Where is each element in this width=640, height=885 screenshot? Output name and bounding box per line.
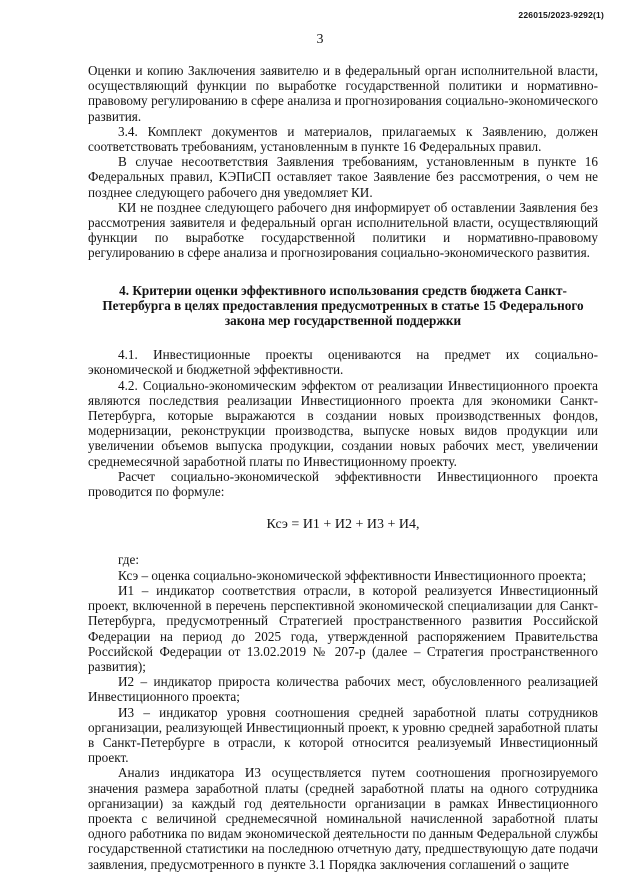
- paragraph-4-2: 4.2. Социально-экономическим эффектом от реализации Инвестиционного проекта являются последствия реализации Инвестиционного проекта для экономики Санкт-Петербурга, которые выражаются в создании новых производственных фондов, модернизации, реконструкции производства, выпуске новых видов продукции или увеличении объемов выпуска продукции, создании новых рабочих мест, увеличении среднемесячной заработной платы по Инвестиционному проекту.: [88, 377, 598, 469]
- paragraph-continuation: Оценки и копию Заключения заявителю и в федеральный орган исполнительной власти, осуществляющий функции по выработке государственной политики и нормативно-правовому регулированию в сфере анализа и прогнозирования социально-экономического развития.: [88, 63, 598, 124]
- section-4-heading: 4. Критерии оценки эффективного использования средств бюджета Санкт-Петербурга в целях предоставления предусмотренных в статье 15 Федерального закона мер государственной поддержки: [102, 282, 584, 329]
- paragraph-4-1: 4.1. Инвестиционные проекты оцениваются на предмет их социально-экономической и бюджетной эффективности.: [88, 347, 598, 378]
- document-body: [88, 63, 598, 872]
- document-number: 226015/2023-9292(1): [518, 10, 604, 20]
- definition-i3: И3 – индикатор уровня соотношения средней заработной платы сотрудников организации, реализующей Инвестиционный проект, к уровню средней заработной платы в Санкт-Петербурге в отрасли, к которой относится реализуемый Инвестиционный проект.: [88, 704, 598, 766]
- paragraph-i3-analysis: Анализ индикатора И3 осуществляется путем соотношения прогнозируемого значения размера заработной платы (средней заработной платы на одного сотрудника организации) за каждый год деятельности организации в рамках Инвестиционного проекта с величиной среднемесячной номинальной начисленной заработной платы одного работника по видам экономической деятельности по данным Федеральной службы государственной статистики на последнюю отчетную дату, предшествующую дате подачи заявления, предусмотренного в пункте 3.1 Порядка заключения соглашений о защите: [88, 765, 598, 872]
- paragraph-noncompliance: В случае несоответствия Заявления требованиям, установленным в пункте 16 Федеральных правил, КЭПиСП оставляет такое Заявление без рассмотрения, о чем не позднее следующего рабочего дня уведомляет КИ.: [88, 154, 598, 200]
- definition-i2: И2 – индикатор прироста количества рабочих мест, обусловленного реализацией Инвестиционного проекта;: [88, 674, 598, 705]
- definition-kse: Ксэ – оценка социально-экономической эффективности Инвестиционного проекта;: [118, 567, 587, 583]
- paragraph-3-4: 3.4. Комплект документов и материалов, прилагаемых к Заявлению, должен соответствовать требованиям, установленным в пункте 16 Федеральных правил.: [88, 123, 598, 155]
- definition-i1: И1 – индикатор соответствия отрасли, в которой реализуется Инвестиционный проект, включенной в перечень перспективной экономической специализации для Санкт-Петербурга, предусмотренный Стратегией пространственного развития Российской Федерации на период до 2025 года, утвержденной распоряжением Правительства Российской Федерации от 13.02.2019 № 207-р (далее – Стратегия пространственного развития);: [88, 582, 598, 674]
- where-label: где:: [118, 552, 139, 568]
- paragraph-ki-notification: КИ не позднее следующего рабочего дня информирует об оставлении Заявления без рассмотрения заявителя и федеральный орган исполнительной власти, осуществляющий функции по выработке государственной политики и нормативно-правовому регулированию в сфере анализа и прогнозирования социально-экономического развития.: [88, 199, 598, 261]
- formula: Ксэ = И1 + И2 + И3 + И4,: [266, 517, 420, 533]
- paragraph-calculation: Расчет социально-экономической эффективности Инвестиционного проекта проводится по формуле:: [88, 468, 598, 500]
- page-number: 3: [316, 32, 324, 47]
